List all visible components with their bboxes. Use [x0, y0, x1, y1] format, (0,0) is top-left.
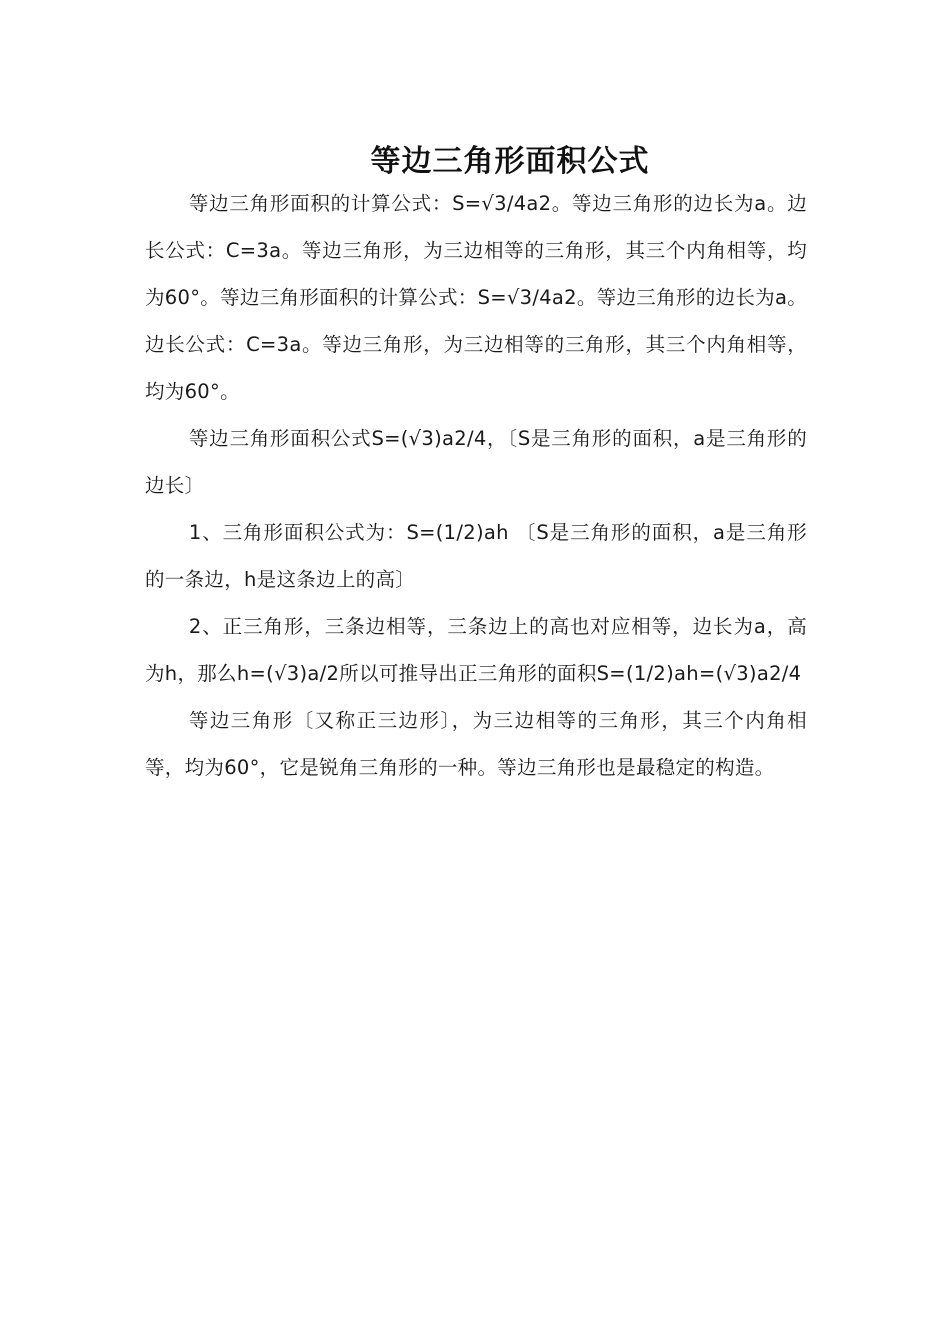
document-body	[145, 180, 807, 791]
paragraph-definition: 等边三角形〔又称正三边形〕，为三边相等的三角形，其三个内角相等，均为60°，它是锐角三角形的一种。等边三角形也是最稳定的构造。	[145, 709, 807, 779]
paragraph-derivation: 2、正三角形，三条边相等，三条边上的高也对应相等，边长为a，高为h，那么h=(√3)a/2所以可推导出正三角形的面积S=(1/2)ah=(√3)a2/4	[145, 615, 807, 685]
paragraph-area-formula: 等边三角形面积公式S=(√3)a2/4，〔S是三角形的面积，a是三角形的边长〕	[145, 427, 807, 497]
document-title: 等边三角形面积公式	[370, 144, 650, 180]
paragraph-formula-intro: 等边三角形面积的计算公式：S=√3/4a2。等边三角形的边长为a。边长公式：C=3a。等边三角形，为三边相等的三角形，其三个内角相等，均为60°。等边三角形面积的计算公式：S=√3/4a2。等边三角形的边长为a。边长公式：C=3a。等边三角形，为三边相等的三角形，其三个内角相等，均为60°。	[145, 192, 807, 403]
paragraph-triangle-area: 1、三角形面积公式为：S=(1/2)ah 〔S是三角形的面积，a是三角形的一条边，h是这条边上的高〕	[145, 521, 807, 591]
